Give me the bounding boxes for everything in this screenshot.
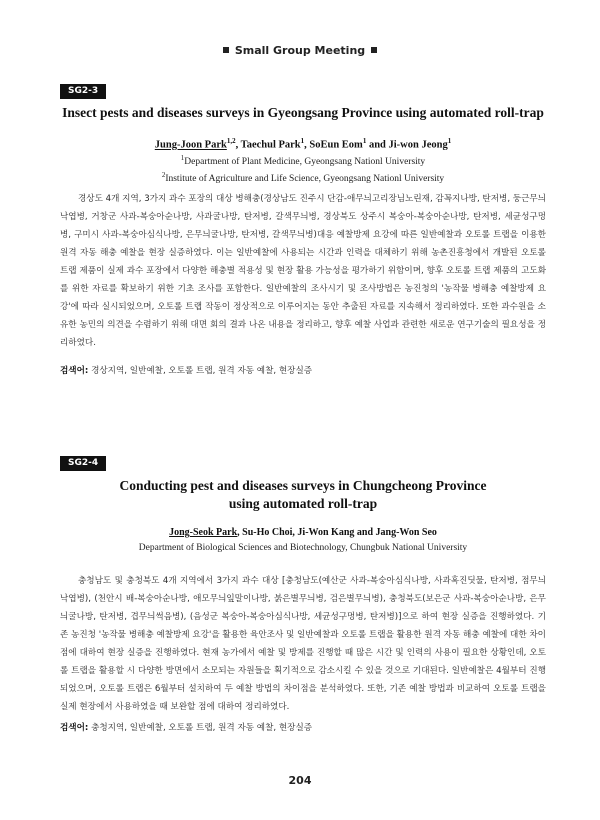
- abstract-body: 충청남도 및 충청북도 4개 지역에서 3가지 과수 대상 [충청남도(예산군 사과-복숭아심식나방, 사과혹진딧물, 탄저병, 점무늬낙엽병), (천안시 배-복숭아순나방, 애모무늬잎말이나방, 붉은별무늬병, 검은별무늬병), 충청북도(보은군 사과-복숭아순나방, 은무늬굴나방, 탄저병, 겹무늬썩음병), (음성군 복숭아-복숭아심식나방, 세균성구멍병, 탄저병)]으로 하여 현장 실증을 진행하였다. 기존 농진청 '농작물 병해충 예찰방제 요강'을 활용한 육안조사 및 일반예찰과 오토롤 트랩을 활용한 원격 자동 해충 예찰에 대한 차이점에 대하여 현장 실증을 진행하였다. 현재 농가에서 예찰 및 방제를 진행할 때 많은 시간 및 인력의 사용이 필요한 상황인데, 오토롤 트랩을 활용할 시 다양한 방면에서 소모되는 자원들을 획기적으로 감소시킬 수 있을 것으로 기대된다. 일반예찰은 4월부터 진행되었으며, 오토롤 트랩은 6월부터 설치하여 두 예찰 방법의 차이점을 분석하였다. 또한, 기존 예찰 방법과 비교하여 오토롤 트랩을 실제 현장에서 사용하였을 때 보완할 점에 대하여 정리하였다.: [60, 576, 546, 712]
- square-bullet-icon: [371, 47, 377, 53]
- header-title: Small Group Meeting: [234, 44, 366, 57]
- page-number: 204: [288, 774, 312, 787]
- section-tag: SG2-3: [60, 84, 106, 99]
- keywords-text: 경상지역, 일반예찰, 오토롤 트랩, 원격 자동 예찰, 현장실증: [88, 366, 313, 376]
- square-bullet-icon: [223, 47, 229, 53]
- affiliation-line: $^2$Institute of Agriculture and Life Science, Gyeongsang Nationl University: [161, 171, 445, 185]
- author-list: Jong-Seok Park, Su-Ho Choi, Ji-Won Kang and Jang-Won Seo: [169, 527, 437, 538]
- presenting-author: Jong-Seok Park: [169, 527, 238, 538]
- abstract-title: Conducting pest and diseases surveys in Chungcheong Province using automated roll-trap: [119, 478, 487, 511]
- keywords-label: 검색어:: [60, 366, 89, 376]
- running-header: [0, 44, 600, 57]
- abstract-title: Insect pests and diseases surveys in Gyeongsang Province using automated roll-trap: [62, 105, 544, 120]
- keywords: [60, 364, 546, 376]
- affiliations: [60, 152, 546, 186]
- keywords-text: 충청지역, 일반예찰, 오토롤 트랩, 원격 자동 예찰, 현장실증: [88, 723, 313, 733]
- section-tag: SG2-4: [60, 456, 106, 471]
- presenting-author: Jung-Joon Park: [154, 139, 227, 151]
- keywords: [60, 721, 546, 733]
- affiliation-line: Department of Biological Sciences and Biotechnology, Chungbuk National University: [138, 543, 468, 553]
- keywords-label: 검색어:: [60, 723, 89, 733]
- author-list: Jung-Joon Park$^{1,2}$, Taechul Park$^1$, SoEun Eom$^1$ and Ji-won Jeong$^1$: [154, 137, 452, 151]
- abstract-body: 경상도 4개 지역, 3가지 과수 포장의 대상 병해충(경상남도 진주시 단감-애무늬고리장님노린재, 감꼭지나방, 탄저병, 둥근무늬낙엽병, 거창군 사과-복숭아순나방, 사과굴나방, 탄저병, 갈색무늬병, 경상북도 상주시 복숭아-복숭아순나방, 탄저병, 세균성구멍병, 구미시 사과-복숭아심식나방, 은무늬굴나방, 탄저병, 갈색무늬병)대응 예찰방제 요강에 따른 일반예찰과 오토롤 트랩을 이용한 원격 자동 해충 예찰을 현장 실증하였다. 이는 일반예찰에 사용되는 시간과 인력을 대체하기 위해 농촌진흥청에서 개발된 오토롤 트랩 제품이 실제 과수 포장에서 다양한 해충별 적용성 및 현장 활용 가능성을 평가하기 위함이며, 향후 오토롤 트랩 제품의 고도화를 위한 자료를 확보하기 위한 기초 조사를 포함한다. 일반예찰의 조사시기 및 조사방법은 농진청의 '농작물 병해충 예찰방제 요강'에 따라 실시되었으며, 오토롤 트랩 작동이 정상적으로 이루어지는 동안 추출된 자료를 지속해서 정리하였다. 또한 과수원을 소유한 농민의 의견을 수렴하기 위해 대면 회의 결과 나온 내용을 정리하고, 향후 예찰 사업과 관련한 새로운 연구기술의 필요성을 정리하였다.: [60, 194, 546, 348]
- affiliation-line: $^1$Department of Plant Medicine, Gyeongsang Nationl University: [180, 154, 426, 168]
